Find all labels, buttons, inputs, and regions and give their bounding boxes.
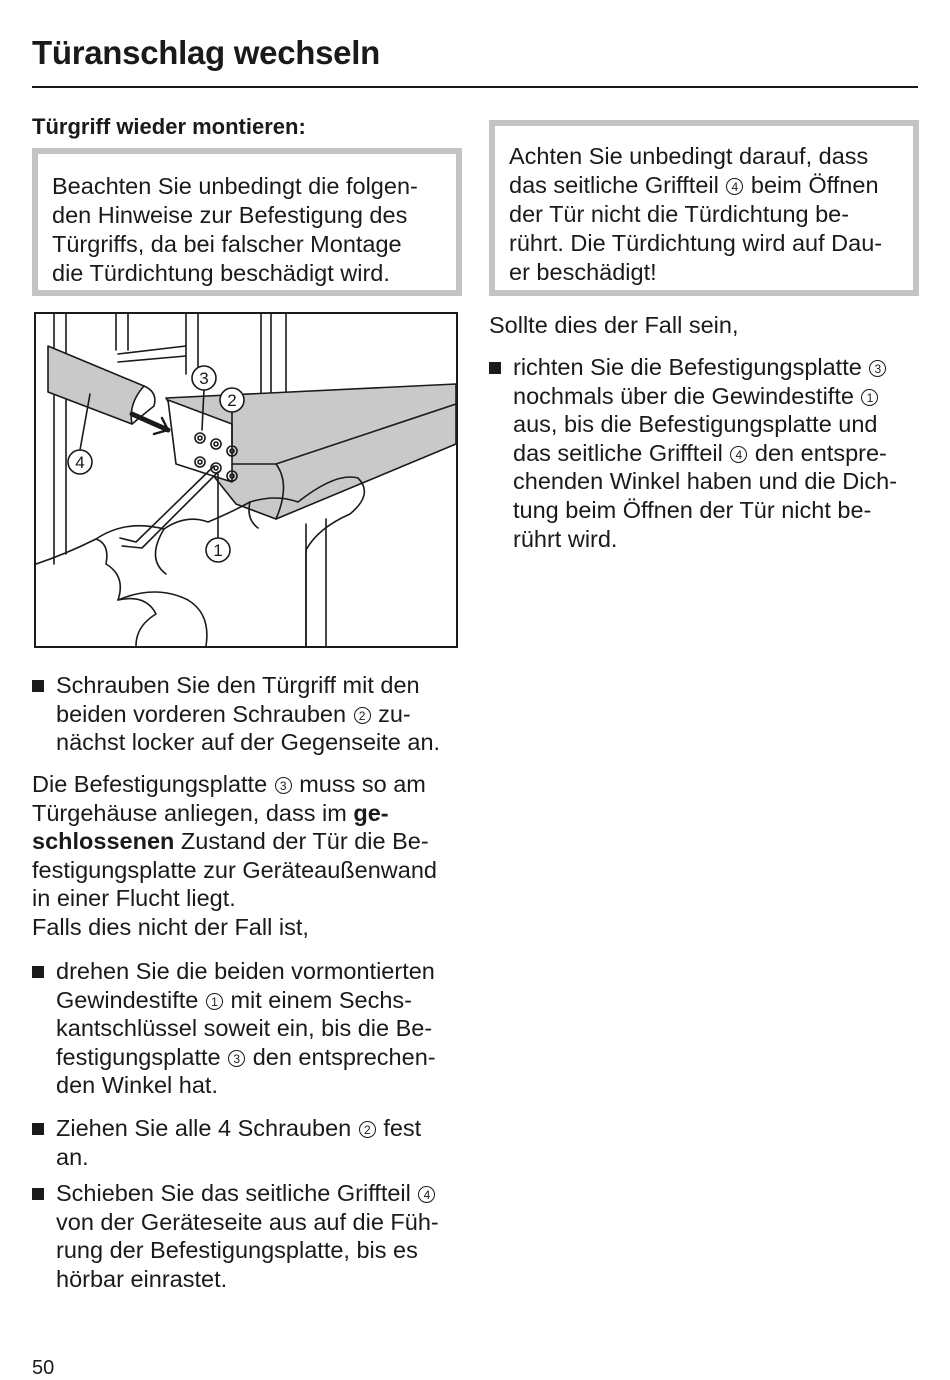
callout-label-4: 4 xyxy=(75,453,85,472)
warning-line: Achten Sie unbedingt darauf, dass xyxy=(509,143,869,169)
instruction-paragraph xyxy=(32,770,462,942)
callout-number: 4 xyxy=(726,178,743,195)
instruction-bullet xyxy=(32,1179,462,1293)
text-line xyxy=(32,770,462,799)
text-line: aus, bis die Befestigungsplatte und xyxy=(513,411,878,438)
text: fest xyxy=(383,1115,422,1141)
text-line: festigungsplatte zur Geräteaußenwand xyxy=(32,856,437,883)
text-line xyxy=(56,986,462,1015)
callout-number: 2 xyxy=(359,1121,376,1138)
warning-line: er beschädigt! xyxy=(509,259,657,285)
text-line xyxy=(56,1114,462,1143)
installation-illustration xyxy=(34,312,458,648)
instruction-bullet xyxy=(489,353,919,553)
instruction-bullet xyxy=(32,671,462,757)
warning-box-right xyxy=(489,120,919,296)
callout-number: 1 xyxy=(861,389,878,406)
callout-number: 3 xyxy=(869,360,886,377)
text: richten Sie die Befestigungsplatte xyxy=(513,354,862,380)
text: den entsprechen- xyxy=(252,1043,436,1070)
text-line: Schrauben Sie den Türgriff mit den xyxy=(56,672,420,698)
text-line: drehen Sie die beiden vormontierten xyxy=(56,958,435,984)
text: das seitliche Griffteil xyxy=(513,439,723,466)
text: muss so am xyxy=(299,771,426,797)
warning-line: rührt. Die Türdichtung wird auf Dau- xyxy=(509,230,883,256)
text: beiden vorderen Schrauben xyxy=(56,700,347,727)
text-line xyxy=(32,827,462,856)
warning-line: Beachten Sie unbedingt die folgen- xyxy=(52,173,418,199)
text-line: von der Geräteseite aus auf die Füh- xyxy=(56,1208,439,1235)
instruction-bullet xyxy=(32,957,462,1100)
text-line: kantschlüssel soweit ein, bis die Be- xyxy=(56,1015,433,1042)
text-line: rührt wird. xyxy=(513,525,618,552)
callout-number: 4 xyxy=(730,446,747,463)
text-line: nächst locker auf der Gegenseite an. xyxy=(56,729,441,756)
text: den entspre- xyxy=(754,439,887,466)
text-line: hörbar einrastet. xyxy=(56,1265,228,1292)
text-line: rung der Befestigungsplatte, bis es xyxy=(56,1237,418,1264)
callout-number: 3 xyxy=(275,777,292,794)
text-line xyxy=(56,700,462,729)
title-divider xyxy=(32,86,918,88)
warning-line: Türgriffs, da bei falscher Montage xyxy=(52,231,402,257)
text: Zustand der Tür die Be- xyxy=(180,828,429,855)
page-number: 50 xyxy=(32,1357,55,1379)
section-heading: Türgriff wieder montieren: xyxy=(32,114,306,139)
instruction-bullet xyxy=(32,1114,462,1171)
emphasis: schlossenen xyxy=(32,828,175,855)
text-line: an. xyxy=(56,1143,89,1170)
text-line: den Winkel hat. xyxy=(56,1072,218,1099)
emphasis: ge- xyxy=(353,799,389,826)
handle-mounting-drawing xyxy=(36,314,456,646)
text: mit einem Sechs- xyxy=(230,986,412,1013)
text: das seitliche Griffteil xyxy=(509,172,719,198)
warning-line: den Hinweise zur Befestigung des xyxy=(52,202,408,228)
callout-number: 1 xyxy=(206,993,223,1010)
text-line: chenden Winkel haben und die Dich- xyxy=(513,468,898,495)
warning-line: der Tür nicht die Türdichtung be- xyxy=(509,201,850,227)
callout-number: 4 xyxy=(418,1186,435,1203)
text: festigungsplatte xyxy=(56,1043,221,1070)
text-line: Falls dies nicht der Fall ist, xyxy=(32,913,309,940)
callout-number: 2 xyxy=(354,707,371,724)
callout-label-2: 2 xyxy=(227,391,237,410)
text-line xyxy=(513,439,919,468)
text: Gewindestifte xyxy=(56,986,199,1013)
text-line xyxy=(56,1179,462,1208)
condition-paragraph: Sollte dies der Fall sein, xyxy=(489,312,739,338)
text: beim Öffnen xyxy=(750,172,879,198)
callout-label-1: 1 xyxy=(213,541,223,560)
warning-box-left xyxy=(32,148,462,296)
text-line: in einer Flucht liegt. xyxy=(32,885,236,912)
callout-label-3: 3 xyxy=(199,369,209,388)
text-line xyxy=(32,799,462,828)
text-line xyxy=(56,1043,462,1072)
text: Ziehen Sie alle 4 Schrauben xyxy=(56,1115,352,1141)
text-line xyxy=(513,382,919,411)
page-title: Türanschlag wechseln xyxy=(32,34,380,71)
warning-line: die Türdichtung beschädigt wird. xyxy=(52,260,390,286)
warning-line xyxy=(509,171,913,200)
text-line xyxy=(513,353,919,382)
callout-number: 3 xyxy=(228,1050,245,1067)
text: zu- xyxy=(378,700,411,727)
text: nochmals über die Gewindestifte xyxy=(513,382,854,409)
text: Die Befestigungsplatte xyxy=(32,771,268,797)
text: Schieben Sie das seitliche Griffteil xyxy=(56,1180,411,1206)
text-line: tung beim Öffnen der Tür nicht be- xyxy=(513,496,872,523)
text: Türgehäuse anliegen, dass im xyxy=(32,799,347,826)
